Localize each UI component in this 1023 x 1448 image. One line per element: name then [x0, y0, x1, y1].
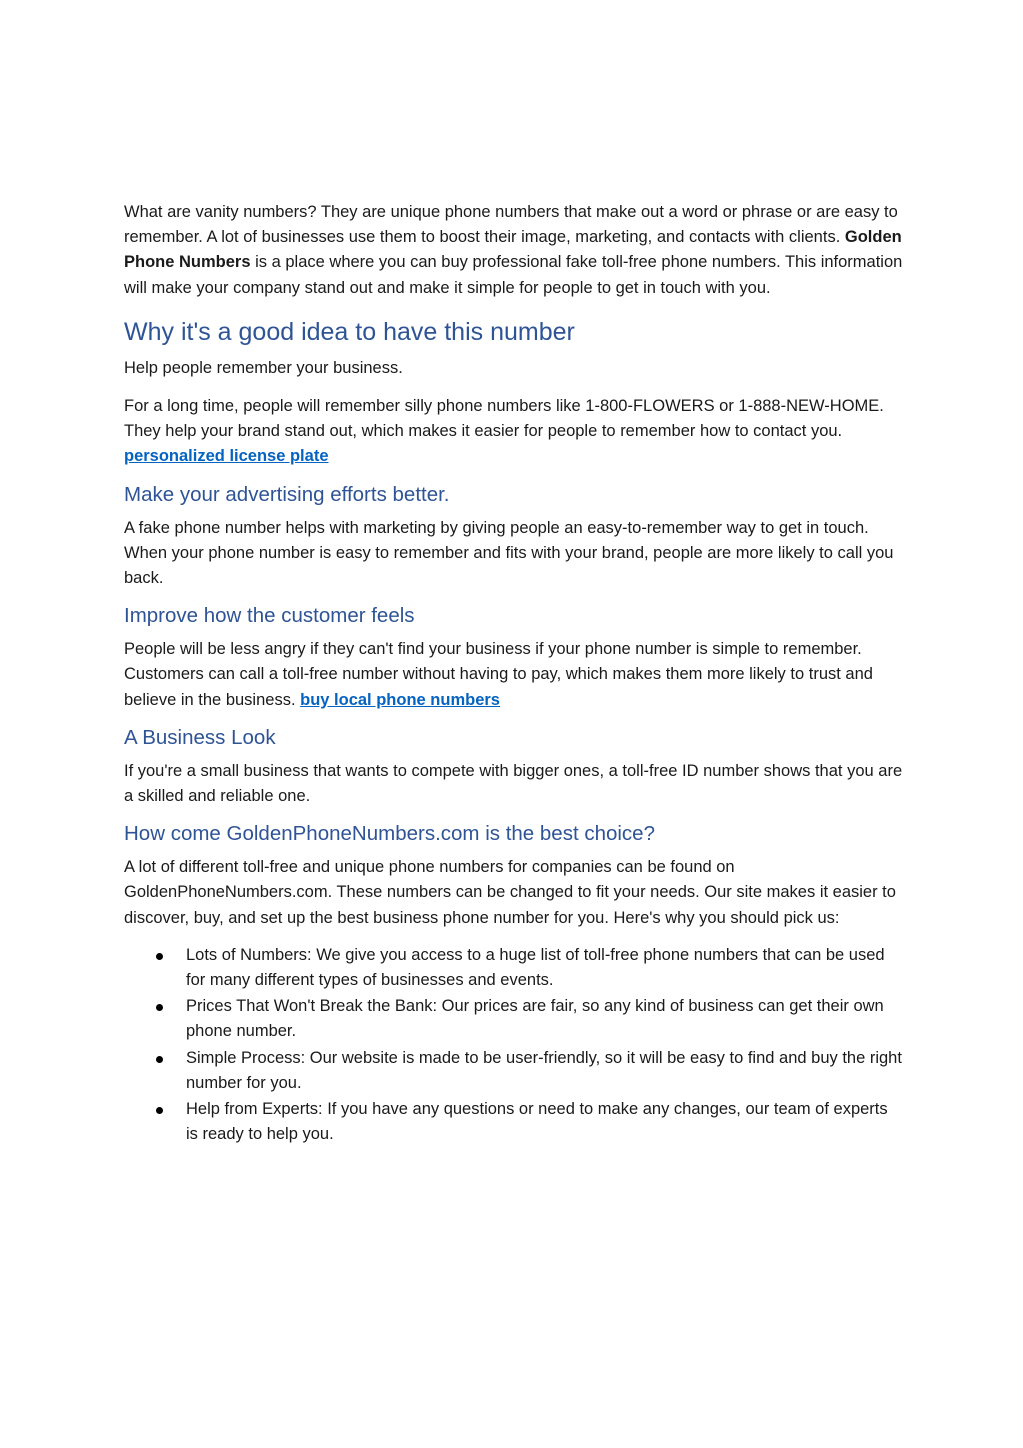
paragraph-customer-feels-text: People will be less angry if they can't find your business if your phone number is simple to remember. Customers can call a toll-free number without having to pay, which makes them more likely to trust and believe in the business. [124, 640, 873, 709]
list-item-text: Help from Experts: If you have any questions or need to make any changes, our team of experts is ready to help you. [186, 1100, 888, 1144]
paragraph-advertising: A fake phone number helps with marketing by giving people an easy-to-remember way to get in touch. When your phone number is easy to remember and fits with your brand, people are more likely to call you back. [124, 518, 894, 588]
paragraph-customer-feels [124, 637, 904, 713]
paragraph-business-look: If you're a small business that wants to compete with bigger ones, a toll-free ID number shows that you are a skilled and reliable one. [124, 761, 903, 806]
intro-text-end: is a place where you can buy professional fake toll-free phone numbers. This information will make your company stand out and make it simple for people to get in touch with you. [124, 253, 903, 297]
list-item [124, 943, 904, 993]
bullet-icon [156, 1107, 163, 1114]
heading-best-choice: How come GoldenPhoneNumbers.com is the best choice? [124, 822, 655, 846]
paragraph-best-choice: A lot of different toll-free and unique phone numbers for companies can be found on GoldenPhoneNumbers.com. These numbers can be changed to fit your needs. Our site makes it easier to discover, buy, and set up the best business phone number for you. Here's why you should pick us: [124, 858, 896, 927]
list-item-text: Lots of Numbers: We give you access to a huge list of toll-free phone numbers that can be used for many different types of businesses and events. [186, 945, 885, 990]
bullet-icon [156, 953, 163, 960]
list-item [124, 994, 904, 1044]
list-item-text: Prices That Won't Break the Bank: Our prices are fair, so any kind of business can get their own phone number. [186, 997, 884, 1041]
heading-business-look: A Business Look [124, 725, 276, 749]
lead-remember-business: Help people remember your business. [124, 358, 403, 377]
link-buy-local-phone-numbers[interactable]: buy local phone numbers [300, 690, 500, 709]
heading-customer-feels: Improve how the customer feels [124, 604, 415, 628]
intro-text-start: What are vanity numbers? They are unique phone numbers that make out a word or phrase or are easy to remember. A lot of businesses use them to boost their image, marketing, and contacts with clients. [124, 203, 898, 247]
intro-brand-name: Golden Phone Numbers [124, 228, 902, 272]
heading-advertising: Make your advertising efforts better. [124, 482, 450, 506]
bullet-icon [156, 1056, 163, 1063]
list-item-text: Simple Process: Our website is made to be user-friendly, so it will be easy to find and buy the right number for you. [186, 1048, 902, 1092]
list-item [124, 1046, 904, 1096]
paragraph-remember-numbers [124, 394, 904, 470]
bullet-icon [156, 1004, 163, 1011]
link-personalized-license-plate[interactable]: personalized license plate [124, 447, 329, 466]
intro-paragraph [124, 200, 904, 301]
list-item [124, 1097, 904, 1147]
reasons-list [124, 943, 904, 1148]
document-page [124, 200, 904, 1148]
heading-why-good-idea: Why it's a good idea to have this number [124, 317, 575, 346]
paragraph-remember-numbers-text: For a long time, people will remember silly phone numbers like 1-800-FLOWERS or 1-888-NEW-HOME. They help your brand stand out, which makes it easier for people to remember how to contact you. [124, 397, 884, 441]
